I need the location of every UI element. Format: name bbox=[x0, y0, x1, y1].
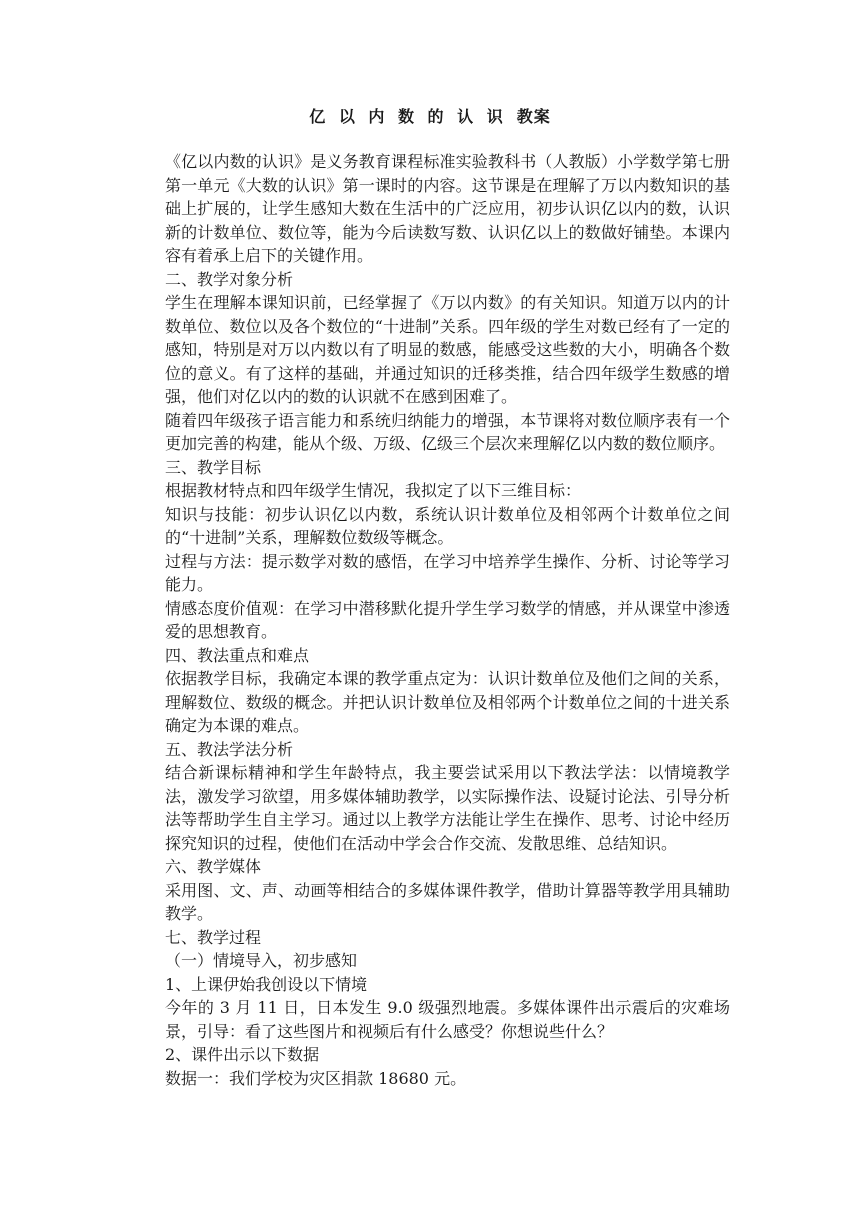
paragraph: 过程与方法：提示数学对数的感悟，在学习中培养学生操作、分析、讨论等学习能力。 bbox=[165, 551, 730, 594]
title-text: 亿 以 内 数 的 认 识 bbox=[309, 107, 507, 126]
section-heading: 五、教法学法分析 bbox=[165, 739, 294, 759]
paragraph: 数据一：我们学校为灾区捐款 18680 元。 bbox=[165, 1068, 467, 1088]
list-item: 1、上课伊始我创设以下情境 bbox=[165, 974, 368, 994]
paragraph: 根据教材特点和四年级学生情况，我拟定了以下三维目标： bbox=[165, 481, 582, 500]
paragraph-intro: 《亿以内数的认识》是义务教育课程标准实验教科书（人教版）小学数学第七册第一单元《大数的认识》第一课时的内容。这节课是在理解了万以内数知识的基础上扩展的，让学生感知大数在生活中的广泛应用，初步认识亿以内的数，认识新的计数单位、数位等，能为今后读数写数、认识亿以上的数做好铺垫。本课内容有着承上启下的关键作用。 bbox=[165, 152, 730, 265]
paragraph: 今年的 3 月 11 日，日本发生 9.0 级强烈地震。多媒体课件出示震后的灾难场景，引导：看了这些图片和视频后有什么感受？你想说些什么？ bbox=[165, 998, 730, 1041]
section-heading: 七、教学过程 bbox=[165, 927, 262, 947]
section-heading: 六、教学媒体 bbox=[165, 857, 262, 876]
section-heading: 三、教学目标 bbox=[165, 457, 262, 477]
document-title bbox=[0, 104, 860, 127]
section-heading: 二、教学对象分析 bbox=[165, 269, 294, 289]
paragraph: 采用图、文、声、动画等相结合的多媒体课件教学，借助计算器等教学用具辅助教学。 bbox=[165, 880, 730, 923]
paragraph: 学生在理解本课知识前，已经掌握了《万以内数》的有关知识。知道万以内的计数单位、数位以及各个数位的“十进制”关系。四年级的学生对数已经有了一定的感知，特别是对万以内数以有了明显的数感，能感受这些数的大小，明确各个数位的意义。有了这样的基础，并通过知识的迁移类推，结合四年级学生数感的增强，他们对亿以内的数的认识就不在感到困难了。 bbox=[165, 293, 730, 406]
paragraph: 随着四年级孩子语言能力和系统归纳能力的增强，本节课将对数位顺序表有一个更加完善的构建，能从个级、万级、亿级三个层次来理解亿以内数的数位顺序。 bbox=[165, 410, 730, 453]
subsection-heading: （一）情境导入，初步感知 bbox=[165, 951, 358, 970]
list-item: 2、课件出示以下数据 bbox=[165, 1045, 320, 1064]
paragraph: 知识与技能：初步认识亿以内数，系统认识计数单位及相邻两个计数单位之间的“十进制”关系，理解数位数级等概念。 bbox=[165, 504, 730, 547]
section-heading: 四、教法重点和难点 bbox=[165, 645, 310, 665]
title-suffix: 教案 bbox=[516, 107, 551, 126]
document-body bbox=[165, 150, 730, 1090]
paragraph: 结合新课标精神和学生年龄特点，我主要尝试采用以下教法学法：以情境教学法，激发学习欲望，用多媒体辅助教学，以实际操作法、设疑讨论法、引导分析法等帮助学生自主学习。通过以上教学方法能让学生在操作、思考、讨论中经历探究知识的过程，使他们在活动中学会合作交流、发散思维、总结知识。 bbox=[165, 763, 730, 853]
paragraph: 情感态度价值观：在学习中潜移默化提升学生学习数学的情感，并从课堂中渗透爱的思想教育。 bbox=[165, 598, 730, 641]
paragraph: 依据教学目标，我确定本课的教学重点定为：认识计数单位及他们之间的关系，理解数位、数级的概念。并把认识计数单位及相邻两个计数单位之间的十进关系确定为本课的难点。 bbox=[165, 669, 730, 735]
